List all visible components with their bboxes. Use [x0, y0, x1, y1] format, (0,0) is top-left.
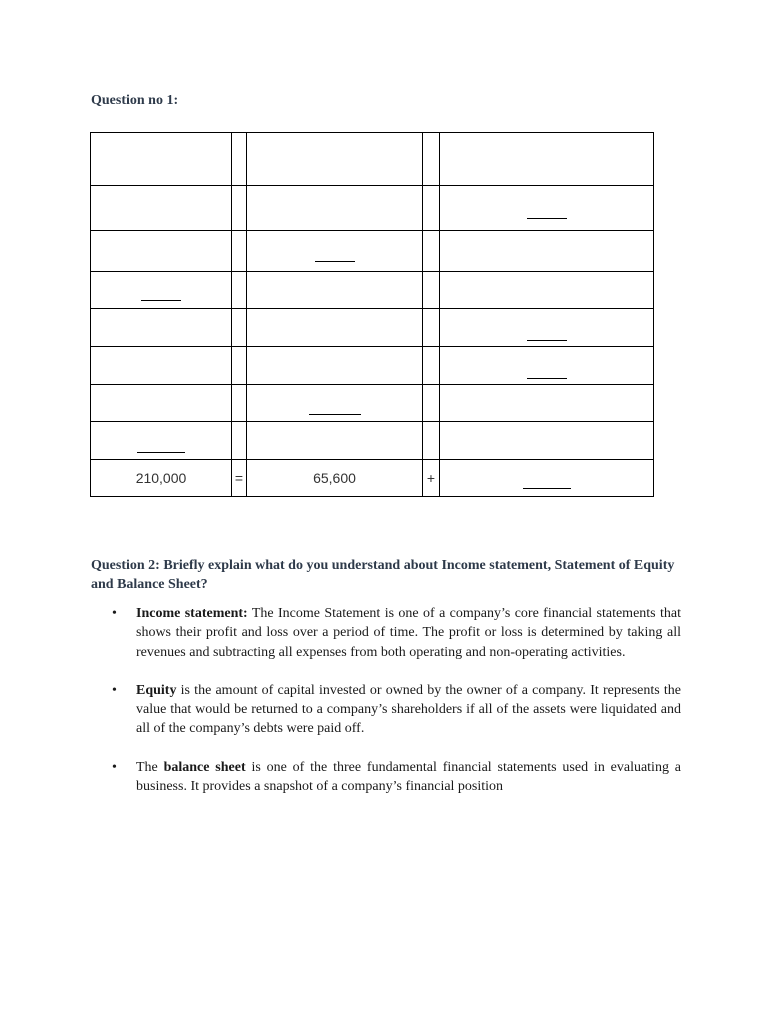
table-row: [91, 186, 654, 231]
bullet-icon: •: [112, 682, 117, 698]
table-cell: [232, 231, 247, 272]
table-cell: [440, 309, 654, 347]
table-cell: [440, 231, 654, 272]
table-cell: [232, 186, 247, 231]
answer-blank-line: [527, 340, 567, 341]
definition-text: is one of the three fundamental financial statements used in evaluating a business. It provides a snapshot of a company’s financial position: [136, 759, 681, 795]
table-cell: [91, 272, 232, 309]
equals-sign: =: [232, 460, 247, 497]
table-cell: [440, 422, 654, 460]
answer-blank-line: [141, 300, 181, 301]
table-cell: [91, 231, 232, 272]
term-income-statement: Income statement:: [136, 606, 248, 621]
table-row: [91, 385, 654, 422]
answer-blank-line: [523, 488, 571, 489]
list-item-equity: [91, 681, 681, 739]
definition-text: is the amount of capital invested or owned by the owner of a company. It represents the value that would be returned to a company’s shareholders if all of the assets were liquidated and all of the company’s debts were paid off.: [136, 682, 681, 737]
table-cell: [91, 347, 232, 385]
table-cell: [423, 422, 440, 460]
table-cell: [423, 385, 440, 422]
table-cell: [247, 133, 423, 186]
table-cell: [247, 385, 423, 422]
answer-blank-line: [527, 218, 567, 219]
table-cell: [440, 460, 654, 497]
table-cell: [440, 347, 654, 385]
list-item-balance-sheet: [91, 758, 681, 797]
answer-blank-line: [315, 261, 355, 262]
list-item-income-statement: [91, 604, 681, 662]
table-row: [91, 133, 654, 186]
table-cell: [440, 385, 654, 422]
table-cell: [423, 231, 440, 272]
table-cell: [440, 186, 654, 231]
table-cell: [232, 347, 247, 385]
table-cell: [247, 347, 423, 385]
table-cell: [91, 422, 232, 460]
table-cell: [232, 133, 247, 186]
table-cell: [440, 272, 654, 309]
answer-blank-line: [309, 414, 361, 415]
table-cell: [247, 272, 423, 309]
table-cell: [247, 186, 423, 231]
table-cell: [423, 347, 440, 385]
table-cell: [91, 309, 232, 347]
table-cell: [423, 309, 440, 347]
table-row: [91, 347, 654, 385]
table-cell: [232, 272, 247, 309]
table-cell: [91, 133, 232, 186]
answer-list: [91, 604, 681, 815]
table-cell: [232, 422, 247, 460]
answer-blank-line: [137, 452, 185, 453]
table-cell: [247, 309, 423, 347]
answer-blank-line: [527, 378, 567, 379]
table-cell: [423, 272, 440, 309]
table-cell: [247, 422, 423, 460]
definition-text: The Income Statement is one of a company’s core financial statements that shows their profit and loss over a period of time. The profit or loss is determined by taking all revenues and subtracting all expenses from both operating and non-operating activities.: [136, 606, 682, 660]
question-2-heading: Question 2: Briefly explain what do you understand about Income statement, Statement of Equity and Balance Sheet?: [91, 558, 675, 592]
bullet-icon: •: [112, 606, 117, 621]
ledger-table: [90, 132, 654, 497]
bullet-icon: •: [112, 759, 117, 775]
table-cell: [232, 309, 247, 347]
table-row: [91, 272, 654, 309]
table-cell: [91, 385, 232, 422]
term-balance-sheet: balance sheet: [163, 759, 246, 775]
total-liabilities-value: 65,600: [247, 460, 423, 497]
table-cell: [423, 133, 440, 186]
table-cell: [247, 231, 423, 272]
question-1-heading: Question no 1:: [91, 93, 179, 108]
table-cell: [440, 133, 654, 186]
totals-row: [91, 460, 654, 497]
table-cell: [423, 186, 440, 231]
total-assets-value: 210,000: [91, 460, 232, 497]
plus-sign: +: [423, 460, 440, 497]
table-row: [91, 231, 654, 272]
table-cell: [232, 385, 247, 422]
term-equity: Equity: [136, 682, 177, 698]
table-row: [91, 422, 654, 460]
table-cell: [91, 186, 232, 231]
prefix-text: The: [136, 759, 164, 775]
table-row: [91, 309, 654, 347]
